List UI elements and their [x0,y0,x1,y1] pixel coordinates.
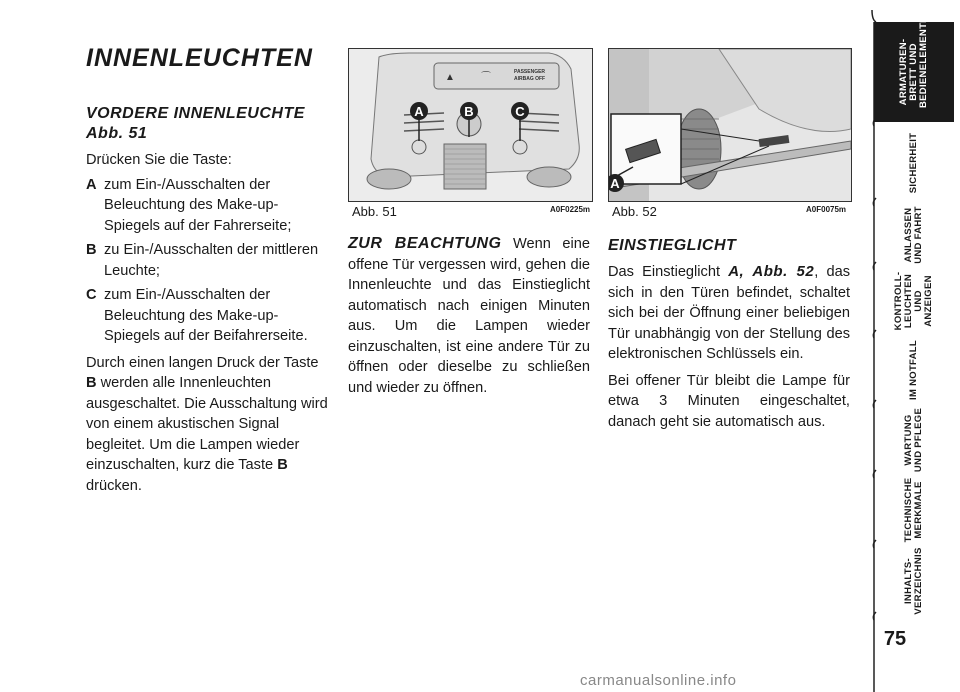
list-item [86,175,328,237]
tab-anlassen[interactable]: ANLASSEN UND FAHRT [903,206,924,264]
list-item [86,240,328,281]
svg-text:⌒: ⌒ [481,72,491,83]
panel-label: PASSENGER [514,69,546,75]
section-heading: EINSTIEGLICHT [608,237,737,254]
paragraph [86,353,328,497]
note-column [348,234,590,402]
section-heading-line1: VORDERE INNENLEUCHTE [86,105,305,122]
figure-52-caption: Abb. 52 [612,204,657,219]
para-text: Durch einen langen Druck der Taste [86,354,319,371]
svg-text:▲: ▲ [445,72,455,83]
svg-text:AIRBAG OFF: AIRBAG OFF [514,76,546,82]
figure-52-illustration [608,48,852,202]
para-key: B [86,375,97,391]
item-text: zum Ein-/Ausschalten der Beleuchtung des Make-up-Spiegels auf der Fahrerseite; [104,176,292,234]
paragraph: Bei offener Tür bleibt die Lampe für etwa 3 Minuten eingeschaltet, danach geht sie automatisch aus. [608,372,850,430]
para-text: werden alle Innenleuchten ausgeschaltet. Die Ausschaltung wird von einem akustischen Signal begleitet. Um die Lampen wieder einzuschalten, kurz die Taste [86,375,328,473]
tab-armaturenbrett[interactable]: ARMATUREN- BRETT UND BEDIENELEMENTE [874,22,954,122]
callout-a: A [610,176,620,191]
tab-im-notfall[interactable]: IM NOTFALL [908,340,919,400]
figure-51-code: A0F0225m [550,205,591,214]
tab-sicherheit[interactable]: SICHERHEIT [908,132,919,194]
figure-51-illustration [348,48,593,202]
item-key: B [86,242,97,258]
item-key: A [86,176,97,193]
figure-52-code: A0F0075m [806,205,847,214]
figure-reference: A, Abb. 52 [728,263,815,280]
intro-text: Drücken Sie die Taste: [86,152,232,168]
item-key: C [86,287,97,303]
item-text: zum Ein-/Ausschalten der Beleuchtung des Make-up-Spiegels auf der Beifahrerseite. [104,287,308,344]
paragraph [608,262,850,365]
chapter-tabs [866,0,960,692]
list-item [86,285,328,347]
page-number: 75 [883,628,907,650]
para-key: B [277,457,288,473]
tab-inhalt[interactable]: INHALTS- VERZEICHNIS [903,547,924,615]
para-text: , das sich in den Türen befindet, schaltet sich bei der Öffnung einer beliebigen Tür unabhängig von der Stellung des elektronischen Schlüssels ein. [608,264,851,362]
tab-kontrollleuchten[interactable]: KONTROLL- LEUCHTEN UND ANZEIGEN [893,271,934,331]
section-heading-line2: Abb. 51 [86,125,148,142]
watermark: carmanualsonline.info [580,672,737,689]
note-label: ZUR BEACHTUNG [348,235,502,252]
para-text: Das Einstieglicht [608,264,721,280]
tab-technische[interactable]: TECHNISCHE MERKMALE [903,477,924,543]
para-text: drücken. [86,477,142,494]
tab-wartung[interactable]: WARTUNG UND PFLEGE [903,407,924,473]
left-column [86,104,328,500]
section-heading [86,104,328,144]
page-title: INNENLEUCHTEN [86,44,313,72]
note-paragraph [348,234,590,398]
item-text: zu Ein-/Ausschalten der mittleren Leuchte; [104,242,319,279]
callout-a: A [414,104,424,119]
note-text: Wenn eine offene Tür vergessen wird, gehen die Innenleuchte und das Einstieglicht automatisch nach einigen Minuten aus. Um die Lampen wieder einzuschalten, ist eine andere Tür zu öffnen oder dieselbe zu schließen und wieder zu öffnen. [348,236,590,396]
callout-b: B [464,104,474,119]
figure-51-caption: Abb. 51 [352,204,397,219]
right-column [608,236,850,436]
callout-c: C [515,104,525,119]
